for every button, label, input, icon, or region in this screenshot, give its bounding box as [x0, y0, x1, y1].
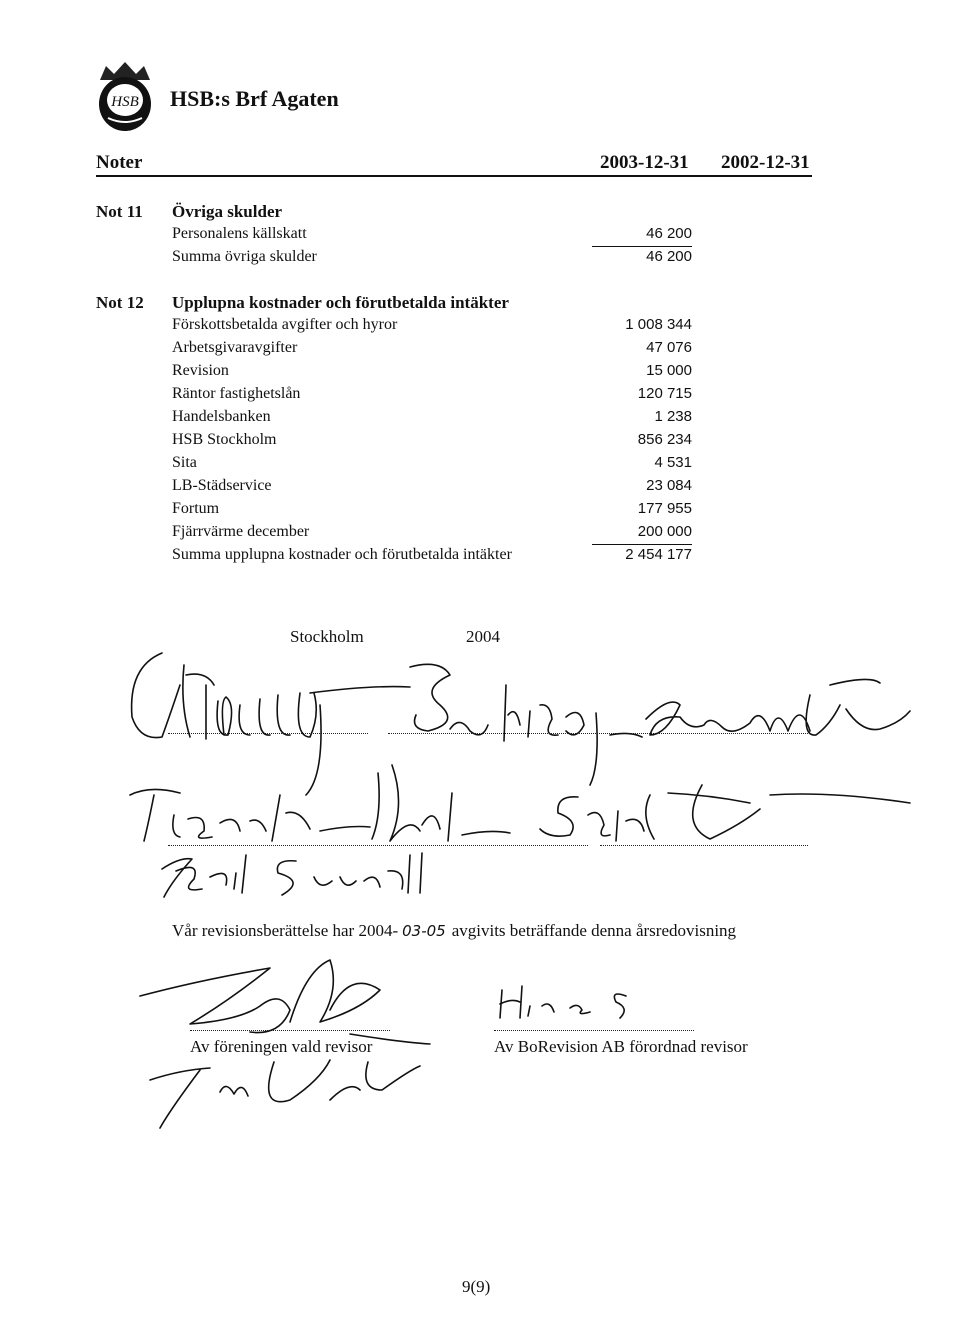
row-amount: 15 000 — [646, 362, 692, 379]
auditor-right-label: Av BoRevision AB förordnad revisor — [494, 1037, 748, 1056]
signing-year: 2004 — [466, 627, 500, 646]
note-row — [172, 362, 692, 385]
header-rule — [96, 175, 812, 177]
note-title: Övriga skulder — [172, 202, 283, 221]
note-row — [172, 454, 692, 477]
column-header-2002: 2002-12-31 — [721, 152, 810, 173]
row-label: Revision — [172, 362, 229, 379]
signature — [130, 765, 510, 841]
row-amount: 200 000 — [637, 523, 692, 540]
note-row — [172, 339, 692, 362]
row-amount: 1 008 344 — [625, 316, 692, 333]
note-row — [172, 408, 692, 431]
row-label: Summa upplupna kostnader och förutbetalda intäkter — [172, 546, 512, 563]
sum-rule — [592, 544, 692, 545]
sum-rule — [592, 246, 692, 247]
row-label: Fortum — [172, 500, 220, 517]
note-row — [172, 431, 692, 454]
note-title: Upplupna kostnader och förutbetalda intäkter — [172, 293, 509, 312]
signature — [500, 986, 626, 1018]
column-header-2003: 2003-12-31 — [600, 152, 689, 173]
handwritten-date: 03-05 — [402, 922, 446, 940]
row-amount: 4 531 — [654, 454, 692, 471]
signature — [540, 785, 910, 841]
signature — [132, 653, 410, 795]
board-signatures — [110, 645, 930, 905]
svg-text:HSB: HSB — [111, 94, 139, 110]
organization-name: HSB:s Brf Agaten — [170, 86, 339, 111]
row-label: Summa övriga skulder — [172, 248, 317, 265]
row-label: Räntor fastighetslån — [172, 385, 301, 402]
note-row — [172, 477, 692, 500]
row-label: HSB Stockholm — [172, 431, 277, 448]
row-amount: 46 200 — [646, 248, 692, 265]
signature — [504, 685, 642, 785]
row-amount: 23 084 — [646, 477, 692, 494]
row-amount: 177 955 — [637, 500, 692, 517]
page-number: 9(9) — [462, 1277, 491, 1296]
auditor-signatures — [130, 950, 850, 1140]
note-row — [172, 316, 692, 339]
note-row — [172, 225, 692, 248]
row-amount: 2 454 177 — [625, 546, 692, 563]
signature — [410, 664, 488, 735]
signature — [150, 1060, 420, 1128]
row-label: Fjärrvärme december — [172, 523, 310, 540]
signature — [646, 679, 910, 735]
row-amount: 856 234 — [637, 431, 692, 448]
row-amount: 46 200 — [646, 225, 692, 242]
note-row-total — [172, 248, 692, 271]
row-label: Personalens källskatt — [172, 225, 307, 242]
note-number: Not 12 — [96, 293, 144, 312]
signing-place: Stockholm — [290, 627, 364, 646]
audit-statement-suffix: avgivits beträffande denna årsredovisning — [451, 921, 737, 940]
audit-statement — [172, 921, 736, 941]
note-row — [172, 385, 692, 408]
row-label: LB-Städservice — [172, 477, 272, 494]
auditor-left-label: Av föreningen vald revisor — [190, 1037, 373, 1056]
row-label: Arbetsgivaravgifter — [172, 339, 298, 356]
audit-statement-prefix: Vår revisionsberättelse har 2004- — [172, 921, 399, 940]
row-label: Förskottsbetalda avgifter och hyror — [172, 316, 398, 333]
hsb-logo — [92, 60, 158, 134]
note-row — [172, 523, 692, 546]
note-row-total — [172, 546, 692, 569]
row-label: Sita — [172, 454, 197, 471]
row-amount: 1 238 — [654, 408, 692, 425]
note-row — [172, 500, 692, 523]
section-title: Noter — [96, 152, 143, 173]
signature — [162, 853, 422, 897]
row-amount: 120 715 — [637, 385, 692, 402]
row-label: Handelsbanken — [172, 408, 271, 425]
signature — [140, 960, 430, 1044]
note-number: Not 11 — [96, 202, 143, 221]
row-amount: 47 076 — [646, 339, 692, 356]
